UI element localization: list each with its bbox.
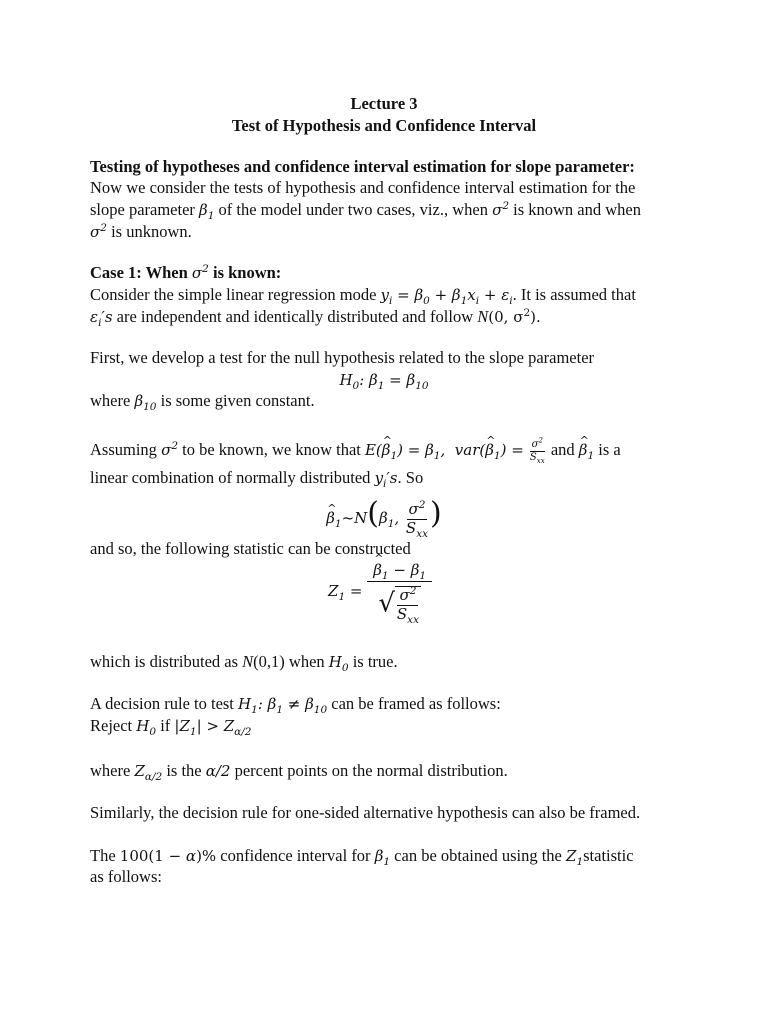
case-heading <box>90 262 281 284</box>
text: percent points on the normal distribution. <box>234 761 508 780</box>
y-symbol: $y_i's$ <box>374 469 398 490</box>
null-hypothesis-equation: $H_0$: $\beta_1 = \beta_{10}$ <box>339 371 429 392</box>
paragraph-line: and so, the following statistic can be constructed <box>90 539 411 558</box>
text: is some given constant. <box>160 391 315 410</box>
sigma-squared: $\sigma^2$ <box>161 440 178 459</box>
text: A decision rule to test <box>90 694 234 713</box>
beta1-symbol: $\beta_1$ <box>374 847 391 868</box>
section-heading: Testing of hypotheses and confidence interval estimation for slope parameter: <box>90 157 635 176</box>
paragraph-line <box>90 306 541 328</box>
text: Assuming <box>90 440 157 459</box>
text: slope parameter <box>90 200 195 219</box>
text: is true. <box>352 652 398 671</box>
alternative-hypothesis: $H_1$: $\beta_1 \ne \beta_{10}$ <box>238 695 328 716</box>
regression-model: $y_i = \beta_0 + \beta_1x_i + \varepsilon_i$ <box>380 286 513 307</box>
H0-symbol: $H_0$ <box>328 653 349 674</box>
beta1-hat: ^ $\beta_1$ <box>579 441 594 459</box>
text: Consider the simple linear regression mode <box>90 285 377 304</box>
sigma-squared: $\sigma^2$ <box>191 263 209 282</box>
text: where <box>90 391 131 410</box>
paragraph-line <box>90 390 315 412</box>
text: confidence interval for <box>220 846 371 865</box>
text: if <box>160 716 171 735</box>
paragraph-line <box>90 845 634 867</box>
beta10-symbol: $\beta_{10}$ <box>134 392 157 413</box>
paragraph-line <box>90 693 501 715</box>
text: (0,1) when <box>253 652 325 671</box>
text: can be framed as follows: <box>331 694 501 713</box>
normal-label: N <box>242 652 254 671</box>
text: statistic <box>583 846 634 865</box>
text: and <box>550 440 575 459</box>
paragraph-line: Similarly, the decision rule for one-sided alternative hypothesis can also be framed. <box>90 803 641 822</box>
text: Reject <box>90 716 133 735</box>
normal-label: N <box>477 307 489 326</box>
text: is known: <box>212 263 282 282</box>
text: is the <box>166 761 202 780</box>
expectation-equation: E(^ $\beta_1) = \beta_1$, var(^ $\beta_1$) = <box>365 441 524 459</box>
variance-fraction: $\frac{\sigma^2}{S_{xx}}$ <box>529 436 545 465</box>
normal-params: (0, $\sigma^2$). <box>488 307 541 326</box>
text: of the model under two cases, viz., when <box>218 200 488 219</box>
text: is known and when <box>513 200 641 219</box>
text: where <box>90 761 131 780</box>
text: The <box>90 846 116 865</box>
epsilon-symbol: $\varepsilon_i's$ <box>90 308 113 329</box>
paragraph-line <box>90 199 641 221</box>
text: is a <box>598 440 621 459</box>
text: to be known, we know that <box>182 440 361 459</box>
z1-symbol: $Z_1$ <box>566 847 584 868</box>
text: which is distributed as <box>90 652 239 671</box>
z-statistic-equation: $Z_1$ = ^ $\beta_1 - \beta_1$ √ $\frac{\sigma^2}{S_{xx}}$ <box>328 560 432 623</box>
z-statistic-fraction: ^ $\beta_1 - \beta_1$ √ $\frac{\sigma^2}{S_{xx}}$ <box>367 560 432 623</box>
document-title: Test of Hypothesis and Confidence Interval <box>231 116 537 135</box>
H0-symbol: $H_0$ <box>136 717 157 738</box>
confidence-level: 100(1 − α)% <box>119 847 217 865</box>
paragraph-line: First, we develop a test for the null hypothesis related to the slope parameter <box>90 348 595 367</box>
text: is unknown. <box>111 222 192 241</box>
sigma-squared: $\sigma^2$ <box>90 222 107 241</box>
text: Case 1: When <box>90 263 188 282</box>
paragraph-line <box>90 715 251 737</box>
paragraph-line <box>90 760 508 782</box>
paragraph-line <box>90 221 192 243</box>
text: . So <box>397 468 424 487</box>
paragraph-line: as follows: <box>90 867 162 886</box>
square-root: √ $\frac{\sigma^2}{S_{xx}}$ <box>378 585 420 626</box>
z-alpha-symbol: $Z_{\alpha/2}$ <box>134 762 163 783</box>
paragraph-line <box>90 437 621 463</box>
paragraph-line <box>90 651 398 673</box>
text: can be obtained using the <box>394 846 562 865</box>
rejection-rule: $|Z_1| > Z_{\alpha/2}$ <box>174 717 252 738</box>
beta1-symbol: $\beta_1$ <box>199 201 215 222</box>
paragraph-line <box>90 284 636 306</box>
paragraph-line <box>90 467 423 489</box>
text: linear combination of normally distributed <box>90 468 371 487</box>
sampling-distribution-equation: ^ $\beta_1\sim N(\beta_1$, $\frac{\sigma^2}{S_{xx}}$ ) <box>0 494 768 538</box>
sigma-squared: $\sigma^2$ <box>492 200 510 219</box>
variance-fraction: $\frac{\sigma^2}{S_{xx}}$ <box>405 499 429 540</box>
text: are independent and identically distributed and follow <box>116 307 474 326</box>
paragraph-line: Now we consider the tests of hypothesis and confidence interval estimation for the <box>90 178 636 197</box>
text: . It is assumed that <box>512 285 636 304</box>
lecture-number: Lecture 3 <box>350 94 418 113</box>
alpha-half: α/2 <box>205 762 231 780</box>
